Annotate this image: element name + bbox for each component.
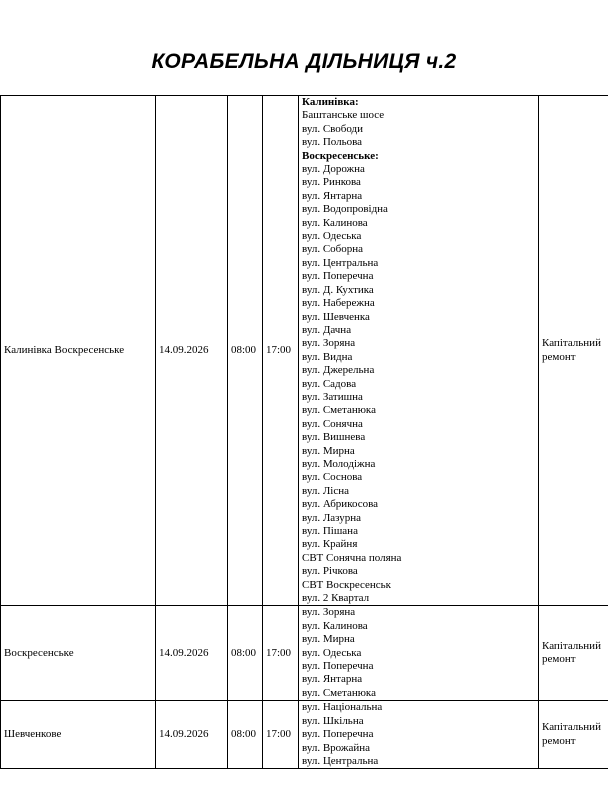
street-item: вул. Молодіжна — [302, 457, 376, 470]
time-from-cell: 08:00 — [228, 606, 263, 701]
street-item: вул. Янтарна — [302, 189, 363, 202]
reason-cell: Капітальний ремонт — [539, 701, 608, 769]
street-item: вул. Водопровідна — [302, 203, 388, 216]
street-item: вул. Мирна — [302, 633, 355, 646]
street-item: вул. Одеська — [302, 230, 362, 243]
settlement-heading: Калинівка: — [302, 96, 359, 108]
schedule-body — [1, 96, 608, 769]
streets-cell — [299, 701, 539, 769]
street-item: вул. Калинова — [302, 216, 368, 229]
street-item: вул. Поперечна — [302, 728, 374, 741]
street-item: вул. Садова — [302, 377, 357, 390]
street-item: вул. Дачна — [302, 323, 352, 336]
locality-cell: Воскресенське — [1, 606, 156, 701]
street-item: вул. Поперечна — [302, 660, 374, 673]
locality-cell: Шевченкове — [1, 701, 156, 769]
street-item: вул. Калинова — [302, 619, 368, 632]
table-row — [1, 96, 608, 606]
table-row — [1, 701, 608, 769]
street-item: вул. Янтарна — [302, 673, 363, 686]
street-item: вул. Свободи — [302, 122, 364, 135]
street-item: вул. Лісна — [302, 484, 349, 497]
street-item: вул. Центральна — [302, 256, 379, 269]
locality-cell: Калинівка Воскресенське — [1, 96, 156, 606]
street-item: вул. Дорожна — [302, 163, 365, 176]
streets-cell — [299, 606, 539, 701]
reason-cell: Капітальний ремонт — [539, 606, 608, 701]
street-item: вул. 2 Квартал — [302, 592, 370, 605]
street-item: вул. Поперечна — [302, 270, 374, 283]
street-item: СВТ Сонячна поляна — [302, 551, 402, 564]
street-item: вул. Врожайна — [302, 741, 371, 754]
street-item: вул. Джерельна — [302, 364, 375, 377]
street-item: вул. Ринкова — [302, 176, 361, 189]
street-item: вул. Шевченка — [302, 310, 370, 323]
settlement-heading: Воскресенське: — [302, 149, 379, 162]
street-item: вул. Затишна — [302, 390, 363, 403]
streets-cell — [299, 96, 539, 606]
street-item: вул. Центральна — [302, 754, 379, 767]
street-item: вул. Польова — [302, 136, 363, 149]
time-to-cell: 17:00 — [263, 96, 299, 606]
street-item: вул. Шкільна — [302, 714, 364, 727]
street-item: вул. Пішана — [302, 525, 358, 537]
page-title: КОРАБЕЛЬНА ДІЛЬНИЦЯ ч.2 — [151, 50, 457, 73]
reason-cell: Капітальний ремонт — [539, 96, 608, 606]
street-item: вул. Лазурна — [302, 511, 362, 524]
street-item: вул. Річкова — [302, 565, 358, 578]
street-item: вул. Національна — [302, 701, 383, 714]
street-item: вул. Набережна — [302, 297, 375, 310]
time-from-cell: 08:00 — [228, 701, 263, 769]
street-item: СВТ Воскресенськ — [302, 578, 392, 591]
street-item: вул. Соборна — [302, 243, 364, 256]
date-cell: 14.09.2026 — [156, 606, 228, 701]
date-cell: 14.09.2026 — [156, 96, 228, 606]
street-item: вул. Сметанюка — [302, 404, 376, 417]
street-item: Баштанське шосе — [302, 109, 385, 122]
street-item: вул. Абрикосова — [302, 498, 379, 511]
street-item: вул. Вишнева — [302, 431, 366, 444]
time-from-cell: 08:00 — [228, 96, 263, 606]
street-item: вул. Соснова — [302, 471, 363, 484]
street-item: вул. Зоряна — [302, 606, 356, 619]
street-item: вул. Д. Кухтика — [302, 283, 374, 296]
street-item: вул. Сонячна — [302, 417, 363, 430]
time-to-cell: 17:00 — [263, 606, 299, 701]
time-to-cell: 17:00 — [263, 701, 299, 769]
date-cell: 14.09.2026 — [156, 701, 228, 769]
street-item: вул. Мирна — [302, 444, 355, 457]
street-item: вул. Видна — [302, 350, 353, 363]
table-row — [1, 606, 608, 701]
street-item: вул. Одеська — [302, 646, 362, 659]
outage-schedule-table — [0, 95, 608, 769]
street-item: вул. Крайня — [302, 538, 358, 551]
street-item: вул. Сметанюка — [302, 686, 376, 699]
street-item: вул. Зоряна — [302, 337, 356, 350]
